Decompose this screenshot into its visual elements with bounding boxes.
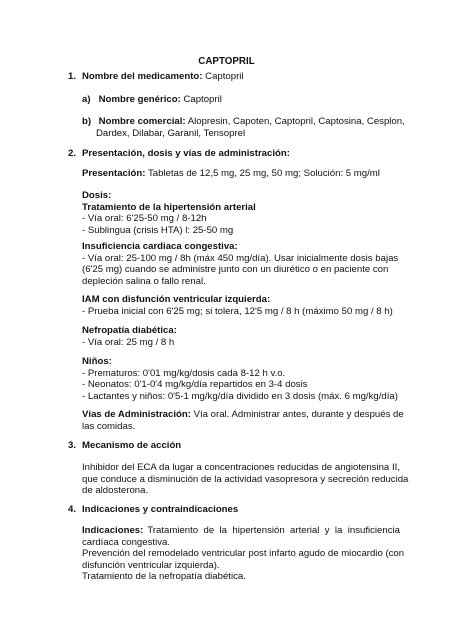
children-dose-line: - Lactantes y niños: 0'5-1 mg/kg/día dividido en 3 dosis (máx. 6 mg/kg/día) (82, 390, 398, 402)
presentation-line (82, 168, 412, 180)
section-number: 4. (68, 504, 77, 515)
list-marker: b) (82, 116, 92, 127)
administration-value-continued: las comidas. (82, 420, 136, 432)
generic-name-label: Nombre genérico: (98, 94, 181, 105)
children-heading: Niños: (82, 356, 112, 367)
administration-value: Vía oral. Administrar antes, durante y después de (193, 409, 404, 420)
medication-name: Captopril (205, 71, 244, 82)
indications-value: Tratamiento de la hipertensión arterial y la insuficiencia (147, 525, 400, 536)
brand-names-value: Alopresin, Capoten, Captopril, Captosina, Cesplon, (187, 116, 405, 127)
administration-routes (82, 409, 412, 432)
indications-value-continued: cardíaca congestiva. (82, 536, 170, 548)
list-marker: a) (82, 94, 91, 105)
mechanism-line: que conduce a disminución de la actividad vasopresora y secreción reducida (82, 473, 409, 485)
iam-heading: IAM con disfunción ventricular izquierda: (82, 294, 271, 305)
section-heading: Mecanismo de acción (82, 440, 182, 451)
heart-failure-block (82, 241, 412, 287)
nephropathy-dose-line: - Vía oral: 25 mg / 8 h (82, 336, 175, 348)
indication-line: disfunción ventricular izquierda). (82, 559, 220, 571)
hypertension-dose-line: - Sublingua (crisis HTA) l: 25-50 mg (82, 224, 234, 236)
section-heading: Presentación, dosis y vías de administración: (82, 148, 290, 159)
nephropathy-heading: Nefropatía diabética: (82, 325, 177, 336)
children-dose-line: - Prematuros: 0'01 mg/kg/dosis cada 8-12 h v.o. (82, 367, 286, 379)
iam-dose-line: - Prueba inicial con 6'25 mg; si tolera, 12'5 mg / 8 h (máximo 50 mg / 8 h) (82, 305, 393, 317)
generic-name-item (82, 94, 412, 106)
administration-label: Vías de Administración: (82, 409, 191, 420)
heart-failure-heading: Insuficiencia cardiaca congestiva: (82, 241, 238, 252)
indications-block (82, 525, 405, 583)
section-heading: Indicaciones y contraindicaciones (82, 504, 239, 515)
section-number: 3. (68, 440, 77, 451)
brand-names-value-continued: Dardex, Dilabar, Garanil, Tensoprel (96, 127, 246, 139)
document-title: CAPTOPRIL (198, 56, 255, 67)
section-number: 1. (68, 71, 77, 82)
mechanism-line: Inhibidor del ECA da lugar a concentraciones reducidas de angiotensina II, (82, 462, 400, 473)
section-number: 2. (68, 148, 77, 159)
mechanism-paragraph (82, 462, 409, 497)
iam-block (82, 294, 412, 317)
indications-label: Indicaciones: (82, 525, 144, 536)
hypertension-heading: Tratamiento de la hipertensión arterial (82, 201, 256, 213)
heart-failure-dose-line: - Vía oral: 25-100 mg / 8h (máx 450 mg/día). Usar inicialmente dosis bajas (82, 252, 399, 264)
mechanism-line: de aldosterona. (82, 485, 149, 497)
hypertension-dose-line: - Vía oral: 6'25-50 mg / 8-12h (82, 213, 207, 225)
nephropathy-block (82, 325, 412, 348)
brand-names-label: Nombre comercial: (98, 116, 186, 127)
children-dose-line: - Neonatos: 0'1-0'4 mg/kg/día repartidos en 3-4 dosis (82, 379, 308, 391)
indication-line: Tratamiento de la nefropatía diabética. (82, 571, 246, 583)
generic-name-value: Captopril (183, 94, 222, 105)
brand-names-item (82, 116, 412, 139)
dosage-block (82, 190, 412, 236)
heart-failure-dose-line: depleción salina o fallo renal. (82, 275, 206, 287)
children-block (82, 356, 412, 402)
indication-line: Prevención del remodelado ventricular post infarto agudo de miocardio (con (82, 548, 405, 560)
heart-failure-dose-line: (6'25 mg) cuando se administre junto con un diurético o en paciente con (82, 264, 389, 276)
presentation-value: Tabletas de 12,5 mg, 25 mg, 50 mg; Solución: 5 mg/ml (147, 168, 380, 179)
section-heading: Nombre del medicamento: (82, 71, 203, 82)
dosage-heading: Dosis: (82, 190, 112, 201)
presentation-label: Presentación: (82, 168, 146, 179)
